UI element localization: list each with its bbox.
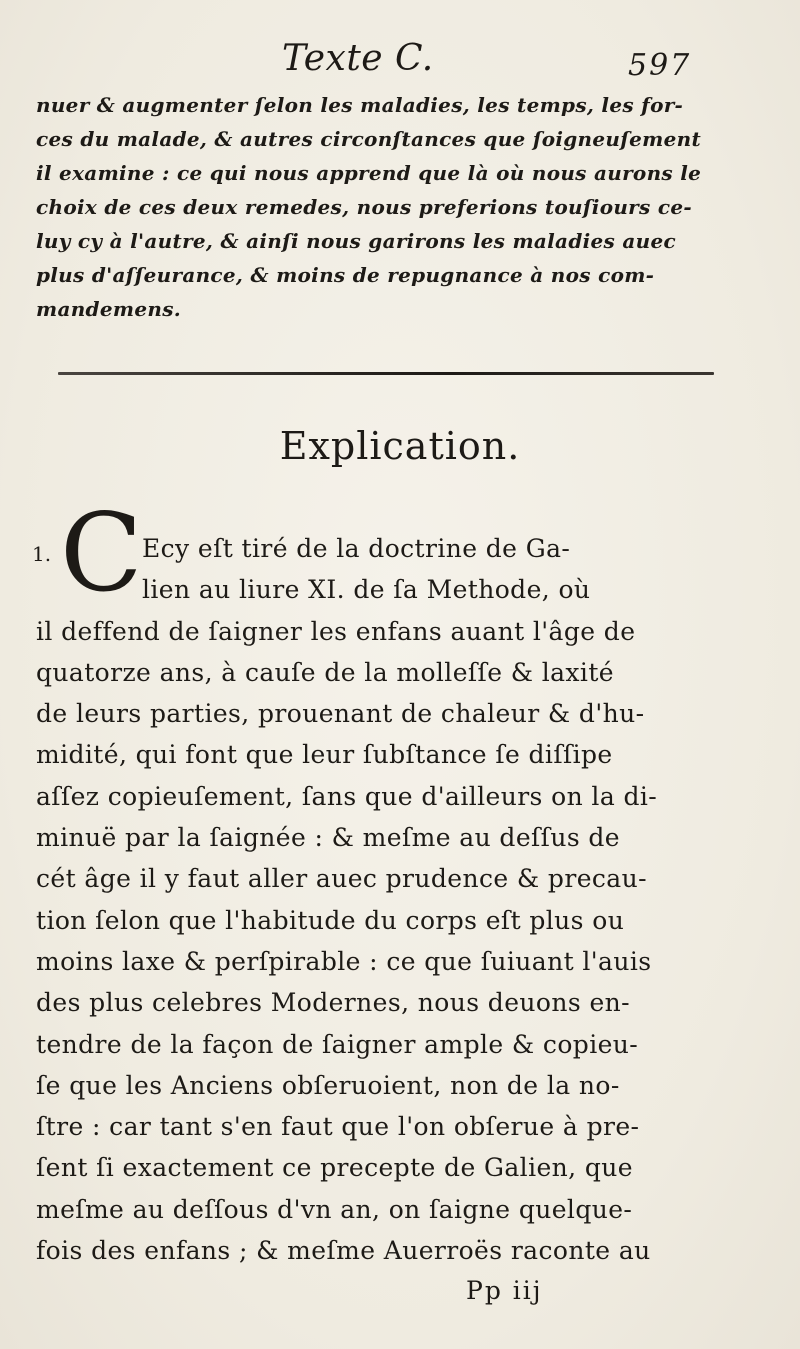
body-line: tion ſelon que l'habitude du corps eſt plus ou bbox=[36, 905, 625, 935]
horizontal-rule bbox=[58, 372, 714, 375]
italic-line: il examine : ce qui nous apprend que là où nous aurons le bbox=[36, 161, 702, 185]
italic-line: ces du malade, & autres circonſtances que ſoigneuſement bbox=[36, 127, 702, 151]
body-line: fois des enfans ; & meſme Auerroës raconte au bbox=[36, 1236, 651, 1266]
body-line: des plus celebres Modernes, nous deuons en- bbox=[36, 988, 630, 1018]
body-line: ſe que les Anciens obſeruoient, non de la no- bbox=[36, 1070, 620, 1100]
body-text-block bbox=[36, 528, 776, 1271]
body-line: midité, qui font que leur ſubſtance ſe diſſipe bbox=[36, 740, 613, 770]
body-line: lien au liure XI. de ſa Methode, où bbox=[142, 575, 591, 605]
body-line: ſtre : car tant s'en faut que l'on obſerue à pre- bbox=[36, 1112, 640, 1142]
italic-line: luy cy à l'autre, & ainſi nous garirons les maladies auec bbox=[36, 229, 676, 253]
body-line: ſent ſi exactement ce precepte de Galien, que bbox=[36, 1153, 633, 1183]
drop-cap: C bbox=[60, 491, 143, 616]
italic-line: plus d'aſſeurance, & moins de repugnance à nos com- bbox=[36, 263, 655, 287]
body-line: aſſez copieuſement, ſans que d'ailleurs on la di- bbox=[36, 781, 658, 811]
signature-mark: Pp iij bbox=[466, 1276, 543, 1305]
body-line: cét âge il y faut aller auec prudence & precau- bbox=[36, 864, 647, 894]
body-line: moins laxe & perſpirable : ce que ſuiuant l'auis bbox=[36, 946, 652, 976]
body-line: Ecy eſt tiré de la doctrine de Ga- bbox=[142, 534, 571, 563]
running-title: Texte C. bbox=[282, 38, 434, 79]
italic-line: choix de ces deux remedes, nous preferions touſiours ce- bbox=[36, 195, 692, 219]
body-line: minuë par la ſaignée : & meſme au deſſus de bbox=[36, 823, 620, 853]
italic-line: nuer & augmenter ſelon les maladies, les temps, les for- bbox=[36, 93, 684, 117]
italic-line: mandemens. bbox=[36, 297, 182, 321]
italic-text-block bbox=[36, 88, 776, 326]
body-line: quatorze ans, à cauſe de la molleſſe & laxité bbox=[36, 657, 614, 687]
body-line: tendre de la façon de ſaigner ample & copieu- bbox=[36, 1029, 639, 1059]
section-heading: Explication. bbox=[279, 424, 521, 468]
section-number: 1. bbox=[32, 542, 52, 566]
body-line: meſme au deſſous d'vn an, on ſaigne quelque- bbox=[36, 1194, 633, 1224]
body-line: il deffend de ſaigner les enfans auant l'âge de bbox=[36, 616, 636, 646]
body-line: de leurs parties, prouenant de chaleur & d'hu- bbox=[36, 699, 645, 729]
page-number: 597 bbox=[628, 48, 692, 83]
